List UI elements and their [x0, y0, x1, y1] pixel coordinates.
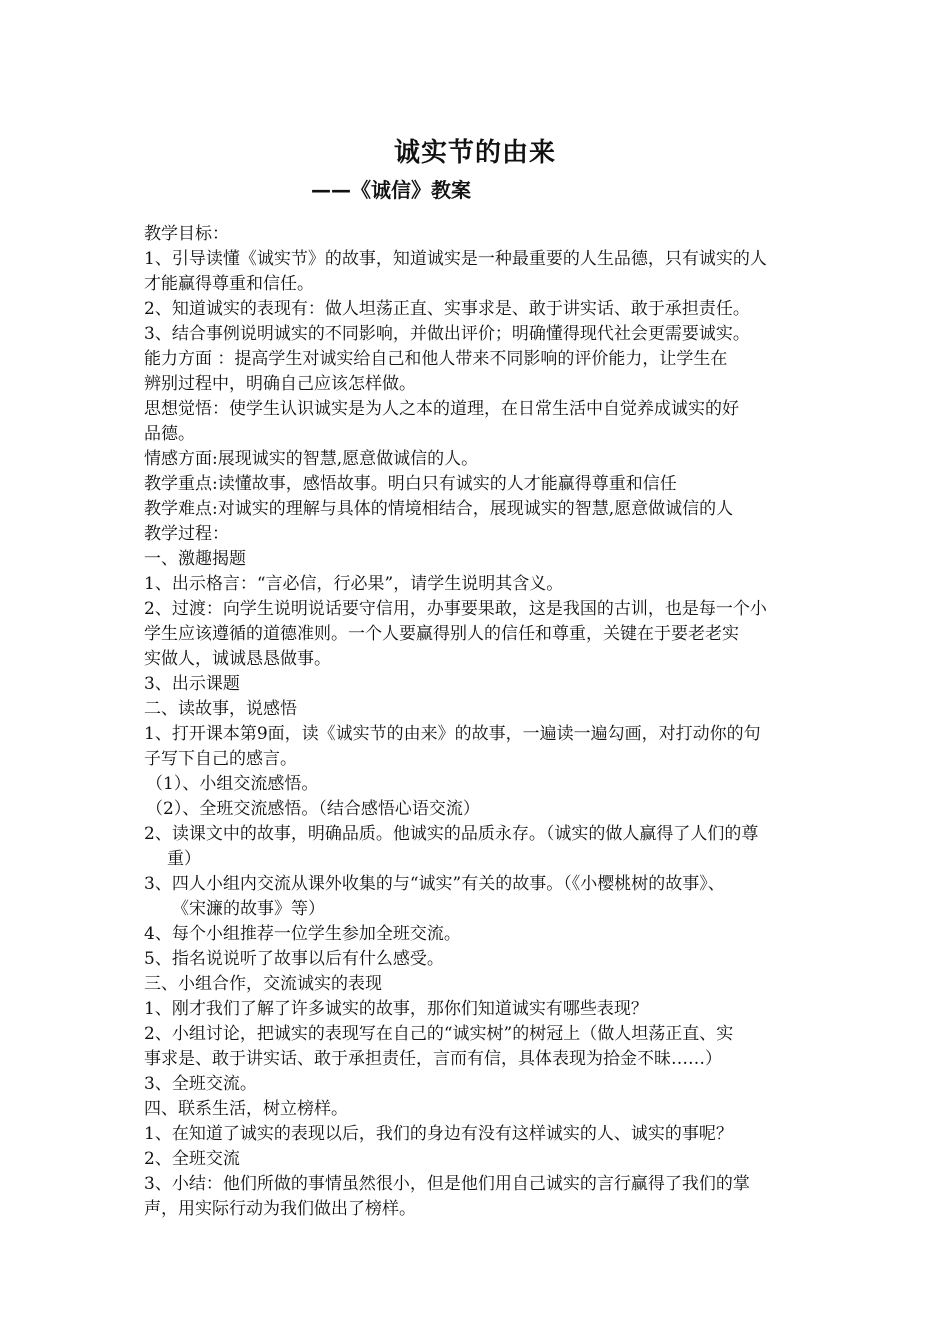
text-line: 教学重点:读懂故事，感悟故事。明白只有诚实的人才能赢得尊重和信任 — [144, 474, 677, 494]
document-body — [144, 222, 824, 1222]
text-line: 教学难点:对诚实的理解与具体的情境相结合，展现诚实的智慧,愿意做诚信的人 — [144, 499, 734, 519]
text-line: 2、小组讨论，把诚实的表现写在自己的“诚实树”的树冠上（做人坦荡正直、实 — [144, 1024, 734, 1044]
text-line: 3、四人小组内交流从课外收集的与“诚实”有关的故事。（《小樱桃树的故事》、 — [144, 874, 725, 894]
text-line: 教学目标： — [144, 224, 229, 244]
text-line: 2、知道诚实的表现有：做人坦荡正直、实事求是、敢于讲实话、敢于承担责任。 — [144, 299, 750, 319]
text-line: 品德。 — [144, 424, 195, 444]
text-line: 情感方面:展现诚实的智慧,愿意做诚信的人。 — [144, 449, 479, 469]
text-line: 1、在知道了诚实的表现以后，我们的身边有没有这样诚实的人、诚实的事呢？ — [144, 1124, 733, 1144]
text-line: 学生应该遵循的道德准则。一个人要赢得别人的信任和尊重，关键在于要老老实 — [144, 624, 739, 644]
text-line: （2）、全班交流感悟。（结合感悟心语交流） — [146, 799, 480, 819]
text-line: 2、过渡：向学生说明说话要守信用，办事要果敢，这是我国的古训，也是每一个小 — [144, 599, 767, 619]
text-line: 3、出示课题 — [144, 674, 240, 694]
section-heading: 一、激趣揭题 — [144, 549, 246, 569]
text-line: 教学过程： — [144, 524, 229, 544]
text-line: 辨别过程中，明确自己应该怎样做。 — [144, 374, 416, 394]
document-title: 诚实节的由来 — [393, 138, 556, 168]
text-line: 重） — [167, 849, 201, 869]
text-line: 《宋濂的故事》等） — [172, 899, 325, 919]
text-line: 1、刚才我们了解了许多诚实的故事，那你们知道诚实有哪些表现？ — [144, 999, 648, 1019]
text-line: 2、读课文中的故事，明确品质。他诚实的品质永存。（诚实的做人赢得了人们的尊 — [144, 824, 759, 844]
text-line: 才能赢得尊重和信任。 — [144, 274, 314, 294]
section-heading: 二、读故事，说感悟 — [144, 699, 297, 719]
section-heading: 四、联系生活，树立榜样。 — [144, 1099, 348, 1119]
text-line: 4、每个小组推荐一位学生参加全班交流。 — [144, 924, 461, 944]
text-line: 3、全班交流。 — [144, 1074, 257, 1094]
section-heading: 三、小组合作，交流诚实的表现 — [144, 974, 382, 994]
text-line: 子写下自己的感言。 — [144, 749, 297, 769]
document-subtitle: ——《诚信》教案 — [311, 178, 471, 202]
text-line: 声，用实际行动为我们做出了榜样。 — [144, 1199, 416, 1219]
text-line: 3、结合事例说明诚实的不同影响，并做出评价；明确懂得现代社会更需要诚实。 — [144, 324, 750, 344]
text-line: 事求是、敢于讲实话、敢于承担责任，言而有信，具体表现为拾金不昧……） — [144, 1049, 722, 1069]
text-line: 1、打开课本第9面，读《诚实节的由来》的故事，一遍读一遍勾画，对打动你的句 — [144, 724, 761, 744]
text-line: 5、指名说说听了故事以后有什么感受。 — [144, 949, 444, 969]
text-line: 实做人，诚诚恳恳做事。 — [144, 649, 331, 669]
text-line: 1、出示格言：“言必信，行必果”，请学生说明其含义。 — [144, 574, 564, 594]
text-line: 3、小结：他们所做的事情虽然很小，但是他们用自己诚实的言行赢得了我们的掌 — [144, 1174, 750, 1194]
text-line: 能力方面 ：提高学生对诚实给自己和他人带来不同影响的评价能力，让学生在 — [144, 349, 728, 369]
text-line: 2、全班交流 — [144, 1149, 240, 1169]
text-line: 思想觉悟：使学生认识诚实是为人之本的道理，在日常生活中自觉养成诚实的好 — [144, 399, 739, 419]
text-line: （1）、小组交流感悟。 — [146, 774, 319, 794]
text-line: 1、引导读懂《诚实节》的故事，知道诚实是一种最重要的人生品德，只有诚实的人 — [144, 249, 767, 269]
